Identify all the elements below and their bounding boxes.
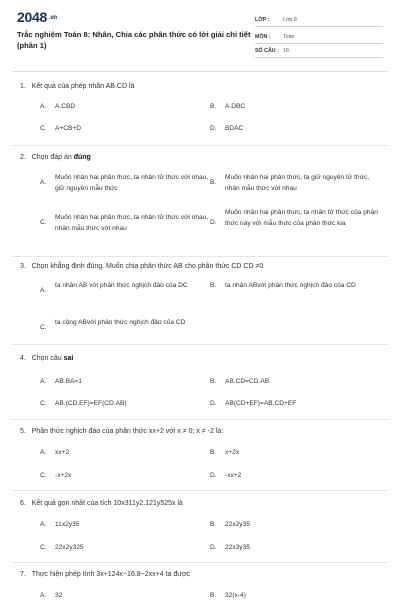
question-text: 2. Chọn đáp án đúng	[20, 154, 91, 161]
question-divider	[12, 256, 388, 257]
question-divider	[12, 344, 388, 345]
site-logo[interactable]: 2048 $^{.vn}$	[17, 9, 57, 25]
meta-class: LỚP : Lớp 8	[255, 13, 383, 27]
question-divider	[12, 419, 388, 420]
question-text: 7. Thực hiện phép tính 3x+124x−16.8−2xx+4 ta được	[20, 571, 191, 578]
document-title: Trắc nghiệm Toán 8: Nhân, Chia các phân thức có lời giải chi tiết (phần 1)	[17, 30, 251, 50]
question-text: 1. Kết quả của phép nhân AB.CD là	[20, 83, 135, 90]
page-header	[0, 0, 400, 70]
question-divider	[12, 562, 388, 563]
meta-question-count: SỐ CÂU : 16	[255, 44, 383, 58]
question-text: 4. Chọn câu sai	[20, 355, 74, 362]
question-text: 5. Phân thức nghịch đảo của phân thức xx+2 với x ≠ 0; x ≠ -2 là:	[20, 428, 224, 435]
question-text: 3. Chọn khẳng định đúng. Muốn chia phân thức AB cho phân thức CD CD ≠0	[20, 263, 264, 270]
question-divider	[12, 145, 388, 146]
meta-subject: MÔN : Toán	[255, 30, 383, 44]
header-divider	[12, 71, 388, 72]
question-divider	[12, 490, 388, 491]
question-text: 6. Kết quả gọn nhất của tích 10x311y2.121y525x là	[20, 500, 183, 507]
